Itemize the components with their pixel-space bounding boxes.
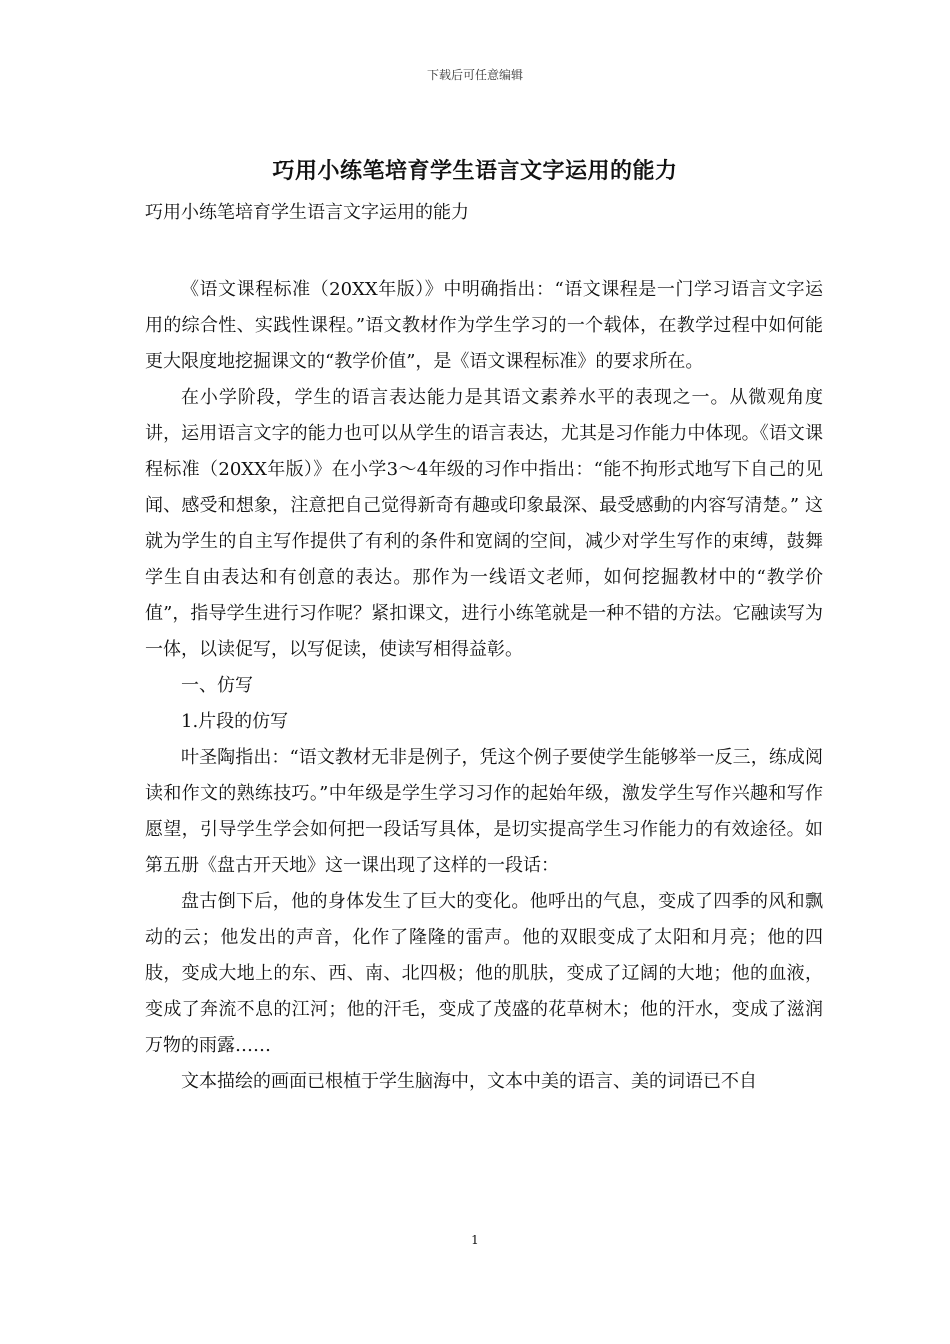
header-note: 下载后可任意编辑 (426, 68, 523, 82)
paragraph-primary-stage: 在小学阶段，学生的语言表达能力是其语文素养水平的表现之一。从微观角度讲，运用语言文字的能力也可以从学生的语言表达，尤其是习作能力中体现。《语文课程标准（20XX年版）》在小学3～4年级的习作中指出：“能不拘形式地写下自己的见闻、感受和想象，注意把自己觉得新奇有趣或印象最深、最受感動的内容写清楚。” 这就为学生的自主写作提供了有利的条件和宽阔的空间，减少对学生写作的束缚，鼓舞学生自由表达和有创意的表达。那作为一线语文老师，如何挖掘教材中的“教学价值”，指导学生进行习作呢？紧扣课文，进行小练笔就是一种不错的方法。它融读写为一体，以读促写，以写促读，使读写相得益彰。 (145, 387, 823, 660)
paragraph-intro: 《语文课程标准（20XX年版）》中明确指出：“语文课程是一门学习语言文字运用的综合性、实践性课程。”语文教材作为学生学习的一个载体，在教学过程中如何能更大限度地挖掘课文的“教学价值”，是《语文课程标准》的要求所在。 (145, 279, 823, 372)
paragraph-pangu-quote: 盘古倒下后，他的身体发生了巨大的变化。他呼出的气息，变成了四季的风和飘动的云；他发出的声音，化作了隆隆的雷声。他的双眼变成了太阳和月亮；他的四肢，变成大地上的东、西、南、北四极；他的肌肤，变成了辽阔的大地；他的血液，变成了奔流不息的江河；他的汗毛，变成了茂盛的花草树木；他的汗水，变成了滋润万物的雨露…… (145, 891, 823, 1056)
page-number: 1 (471, 1233, 479, 1247)
document-body (145, 272, 823, 1100)
document-subtitle: 巧用小练笔培育学生语言文字运用的能力 (145, 202, 469, 223)
subsection-heading-fragment-imitation: 1.片段的仿写 (181, 711, 289, 732)
section-heading-imitation: 一、仿写 (181, 675, 253, 696)
paragraph-text-description: 文本描绘的画面已根植于学生脑海中，文本中美的语言、美的词语已不自 (181, 1071, 757, 1092)
document-title: 巧用小练笔培育学生语言文字运用的能力 (272, 158, 678, 184)
paragraph-ye-shengtao: 叶圣陶指出：“语文教材无非是例子，凭这个例子要使学生能够举一反三，练成阅读和作文的熟练技巧。”中年级是学生学习习作的起始年级，激发学生写作兴趣和写作愿望，引导学生学会如何把一段话写具体，是切实提高学生习作能力的有效途径。如第五册《盘古开天地》这一课出现了这样的一段话： (145, 747, 823, 876)
